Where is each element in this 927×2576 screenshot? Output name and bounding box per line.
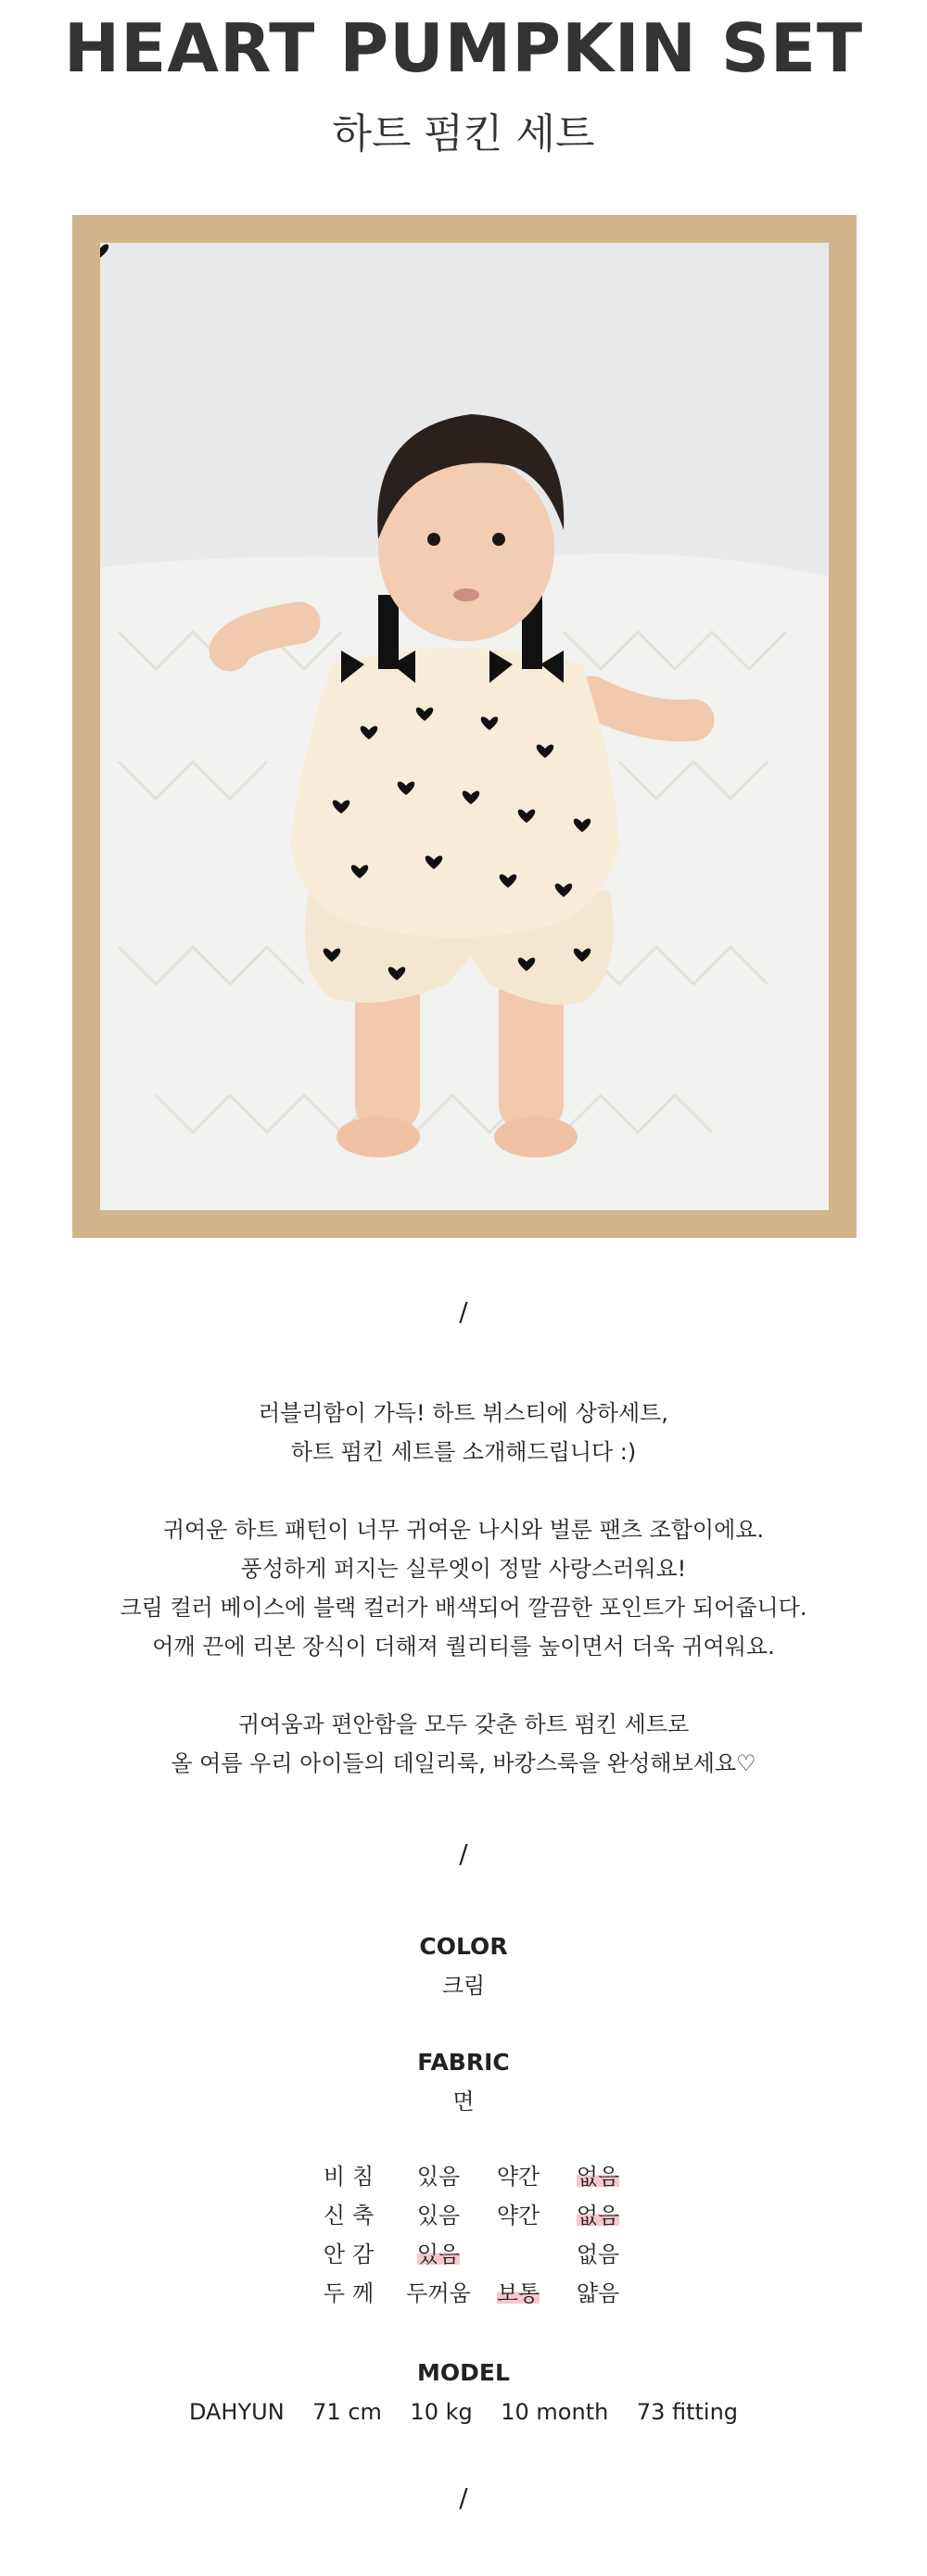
model-label: MODEL	[417, 2359, 510, 2386]
product-title: HEART PUMPKIN SET	[63, 9, 864, 87]
photo-frame	[72, 215, 857, 1238]
model-info: DAHYUN 71 cm 10 kg 10 month 73 fitting	[188, 2399, 739, 2425]
fabric-value: 면	[452, 2089, 475, 2115]
option: 얇음	[576, 2279, 620, 2306]
option: 약간	[496, 2202, 540, 2229]
section-separator: /	[459, 1296, 468, 1327]
section-separator: /	[459, 1838, 468, 1869]
property-row-lining	[306, 2232, 638, 2271]
intro-line: 올 여름 우리 아이들의 데일리룩, 바캉스룩을 완성해보세요♡	[171, 1750, 756, 1776]
option-selected: 보통	[496, 2279, 540, 2306]
intro-line: 러블리함이 가득! 하트 뷔스티에 상하세트,	[259, 1400, 668, 1426]
intro-line: 귀여움과 편안함을 모두 갖춘 하트 펌킨 세트로	[237, 1711, 690, 1737]
fabric-label: FABRIC	[417, 2049, 510, 2076]
option: 약간	[496, 2163, 540, 2190]
color-label: COLOR	[419, 1933, 508, 1960]
property-name: 두께	[323, 2279, 382, 2306]
product-subtitle: 하트 펌킨 세트	[332, 110, 595, 158]
property-name: 신축	[323, 2202, 382, 2229]
option: 없음	[576, 2241, 620, 2267]
intro-line: 귀여운 하트 패턴이 너무 귀여운 나시와 벌룬 팬츠 조합이에요.	[162, 1517, 765, 1543]
option-selected: 없음	[576, 2163, 620, 2190]
baby-photo-illustration	[100, 243, 829, 1210]
intro-text	[0, 1394, 927, 1783]
option: 있음	[416, 2202, 461, 2229]
property-row-transparency	[306, 2154, 638, 2193]
section-separator: /	[459, 2482, 468, 2513]
property-name: 비침	[323, 2163, 382, 2190]
intro-line: 하트 펌킨 세트를 소개해드립니다 :)	[290, 1439, 637, 1465]
intro-spacer	[0, 1471, 927, 1510]
baby-photo	[100, 243, 829, 1210]
option-selected: 있음	[416, 2241, 461, 2267]
intro-line: 크림 컬러 베이스에 블랙 컬러가 배색되어 깔끔한 포인트가 되어줍니다.	[120, 1595, 807, 1621]
color-value: 크림	[441, 1973, 486, 1999]
option: 두꺼움	[406, 2279, 471, 2306]
option-selected: 없음	[576, 2202, 620, 2229]
property-row-stretch	[306, 2193, 638, 2232]
intro-line: 어깨 끈에 리본 장식이 더해져 퀄리티를 높이면서 더욱 귀여워요.	[152, 1634, 775, 1660]
fabric-property-table	[306, 2154, 638, 2310]
intro-spacer	[0, 1666, 927, 1705]
property-name: 안감	[323, 2241, 382, 2267]
property-row-thickness	[306, 2271, 638, 2310]
intro-line: 풍성하게 퍼지는 실루엣이 정말 사랑스러워요!	[240, 1556, 687, 1582]
option: 있음	[416, 2163, 461, 2190]
